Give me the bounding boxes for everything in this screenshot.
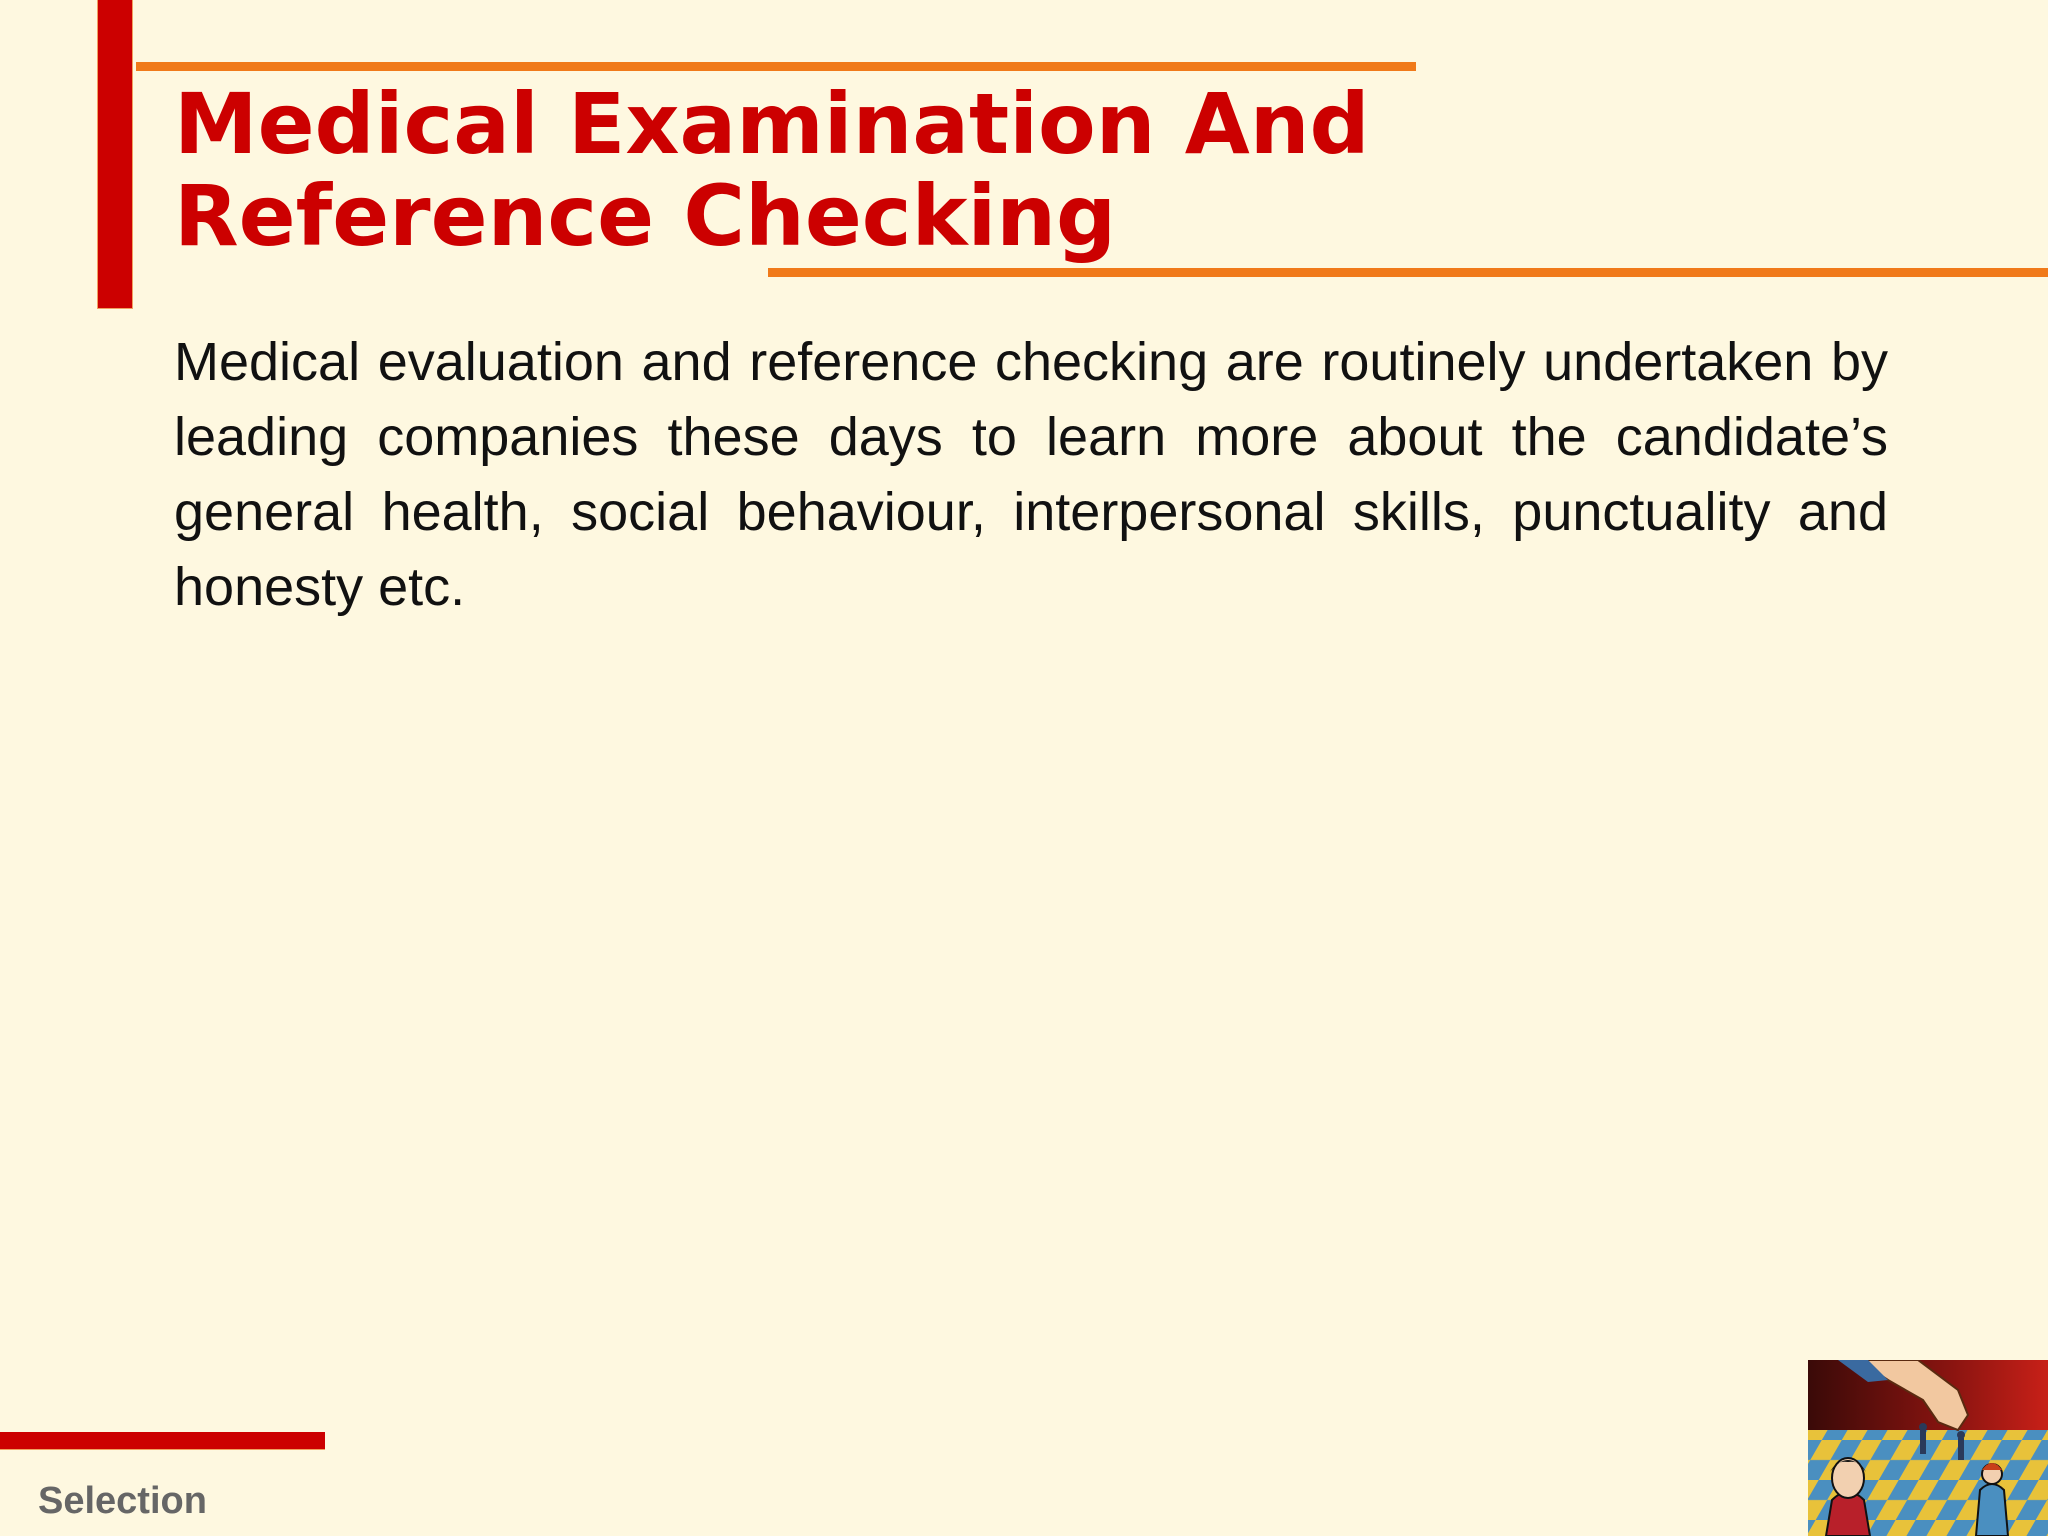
title-top-rule bbox=[136, 62, 1416, 71]
slide-body-text: Medical evaluation and reference checking are routinely undertaken by leading companies these days to learn more about the candidate’s general health, social behaviour, interpersonal skills, punctuality and honesty etc. bbox=[174, 332, 1888, 617]
slide-title: Medical Examination And Reference Checking bbox=[174, 75, 1370, 265]
footer-section-label: Selection bbox=[38, 1480, 207, 1522]
chessboard-illustration bbox=[1808, 1360, 2048, 1536]
title-accent-bar bbox=[98, 0, 132, 308]
footer-accent-bar bbox=[0, 1432, 325, 1449]
title-bottom-rule bbox=[768, 268, 2048, 277]
